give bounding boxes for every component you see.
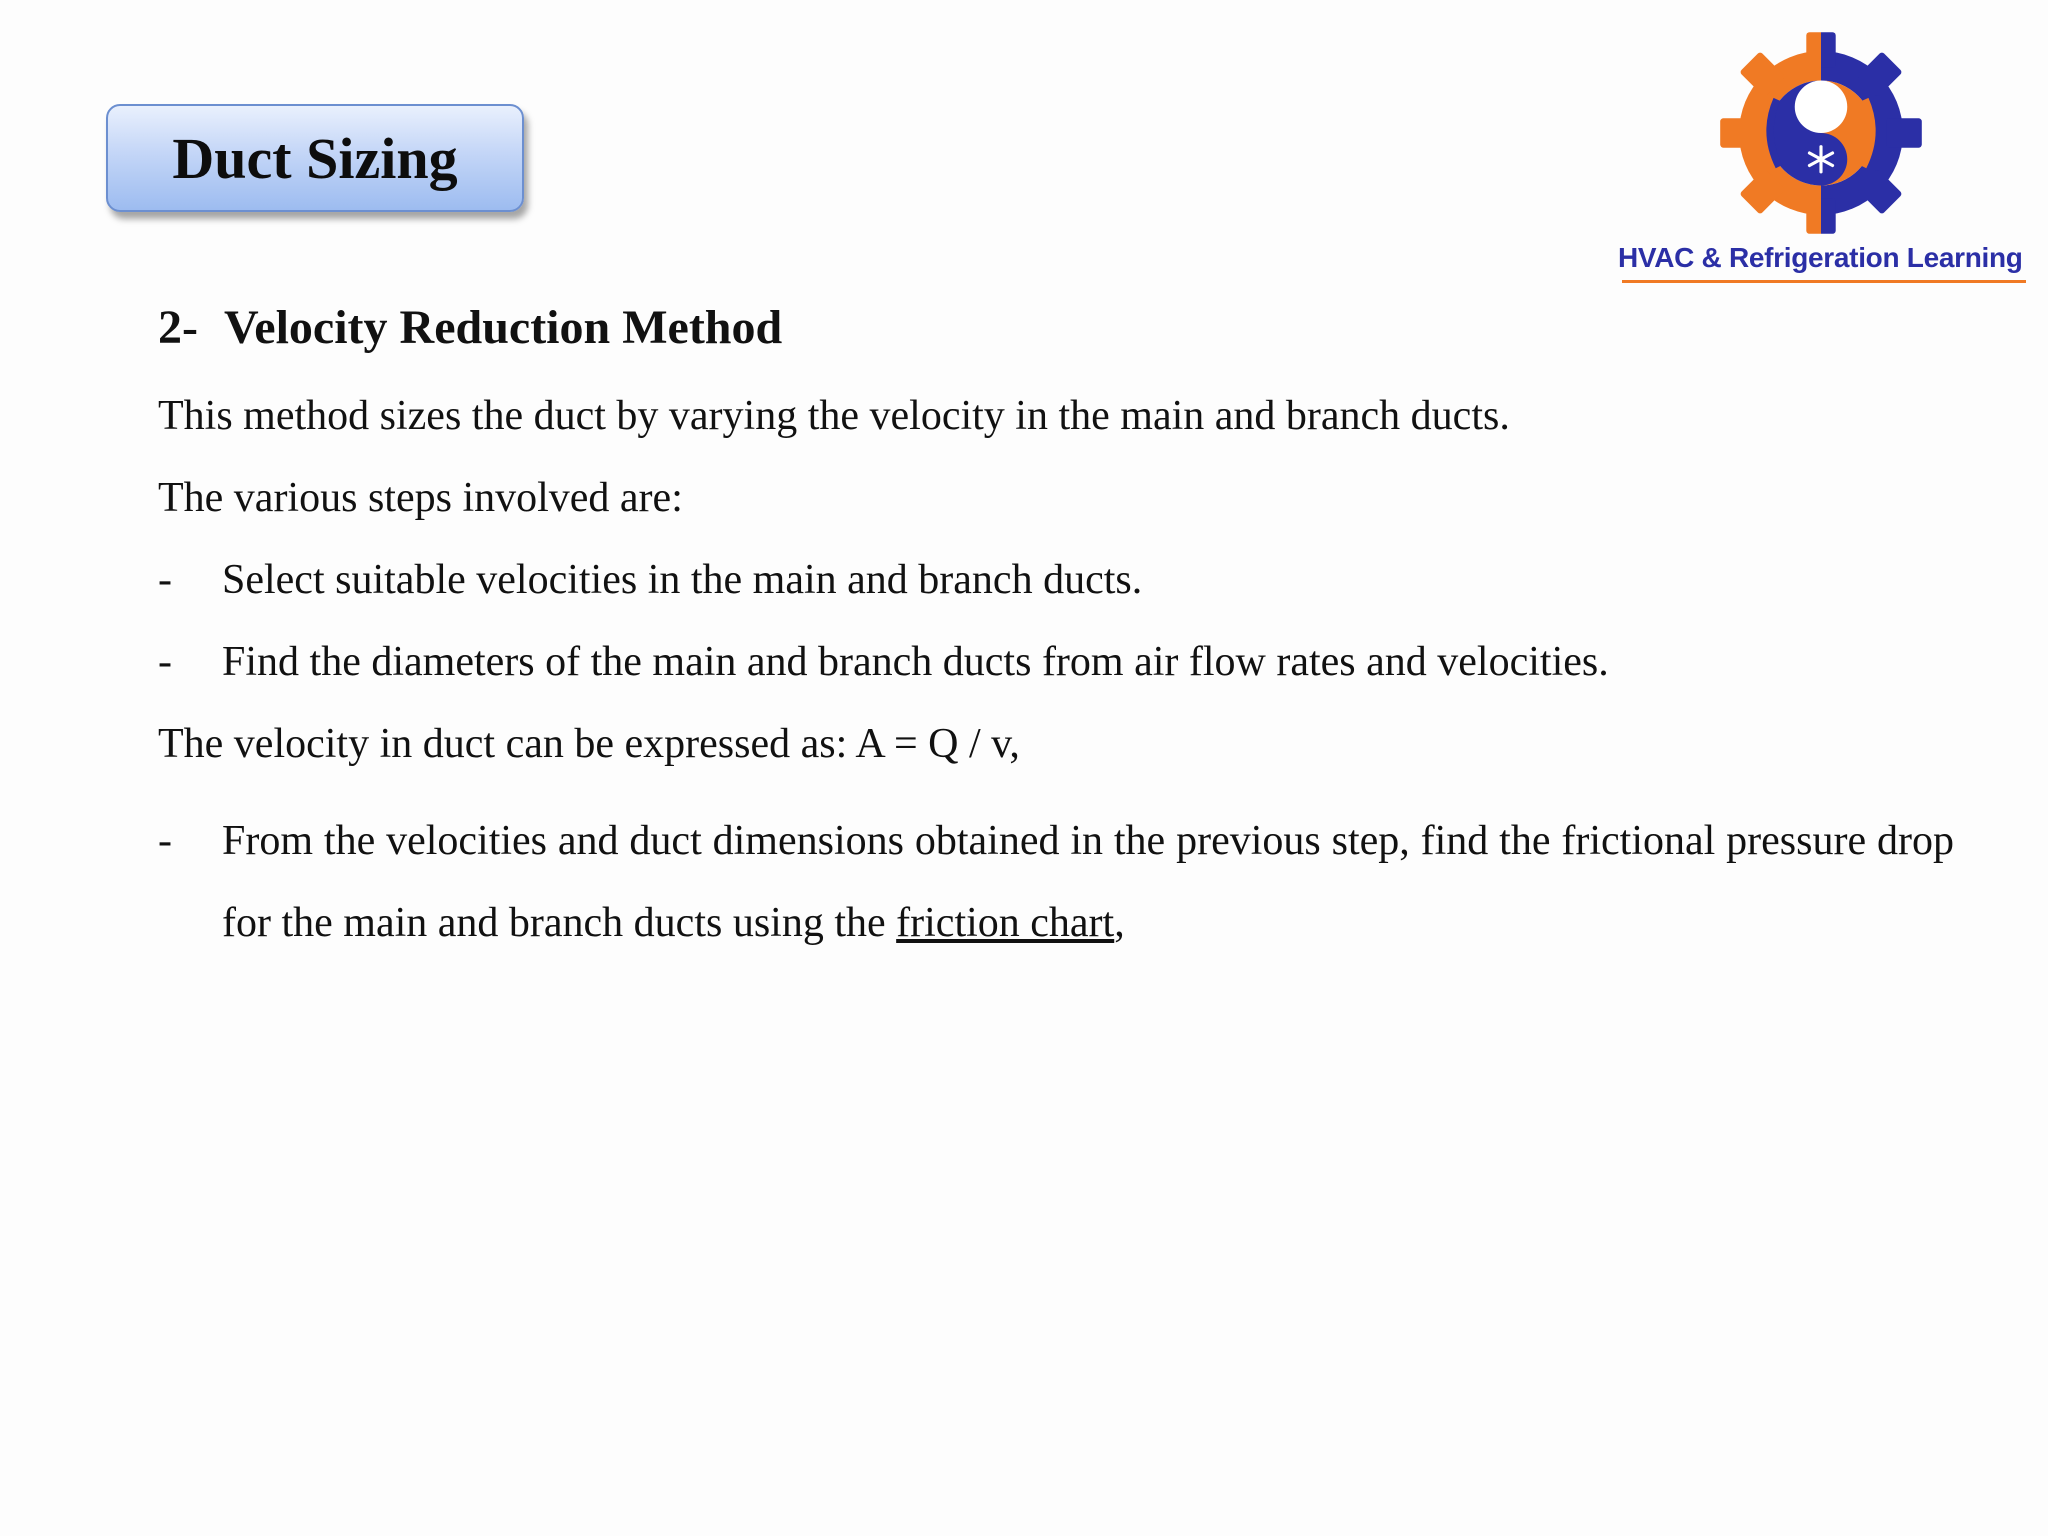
logo-underline — [1622, 280, 2026, 283]
bullet-text: From the velocities and duct dimensions obtained in the previous step, find the frictional pressure drop for the main and branch ducts using the — [222, 818, 1954, 946]
gear-logo-icon — [1716, 28, 1926, 238]
bullet-end: , — [1114, 900, 1125, 946]
bullet-dash: - — [158, 639, 172, 685]
formula-line: The velocity in duct can be expressed as: A = Q / v, — [158, 721, 1020, 767]
heading-number: 2- — [158, 301, 198, 354]
slide-title: Duct Sizing — [172, 125, 458, 191]
bullet-dash: - — [158, 557, 172, 603]
bullet-dash: - — [158, 818, 172, 864]
title-box — [106, 104, 524, 212]
intro-line: This method sizes the duct by varying the velocity in the main and branch ducts. — [158, 393, 1510, 439]
steps-intro: The various steps involved are: — [158, 475, 683, 521]
bullet-item-multiline — [222, 800, 1954, 964]
bullet-item: Find the diameters of the main and branch ducts from air flow rates and velocities. — [222, 639, 1609, 685]
heading-text: Velocity Reduction Method — [224, 301, 783, 354]
section-heading — [158, 300, 782, 355]
friction-chart-link[interactable]: friction chart — [896, 900, 1115, 946]
logo — [1618, 28, 2028, 288]
bullet-item: Select suitable velocities in the main and branch ducts. — [222, 557, 1143, 603]
logo-text: HVAC & Refrigeration Learning — [1618, 242, 2023, 273]
